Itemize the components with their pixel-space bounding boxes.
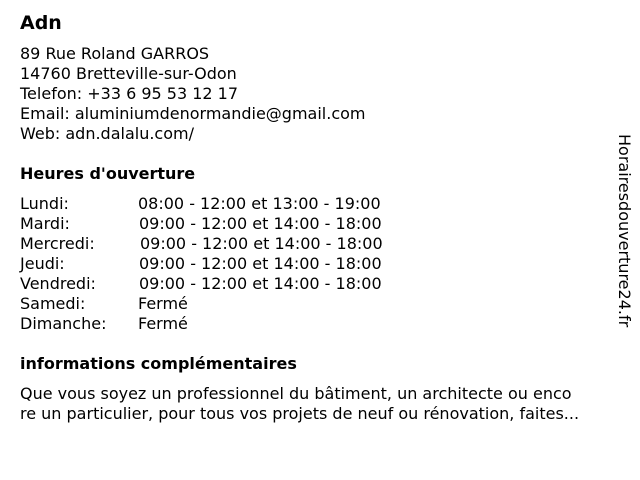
day-label: Dimanche: (20, 314, 107, 333)
email-address[interactable]: Email: aluminiumdenormandie@gmail.com (20, 104, 366, 123)
additional-info-heading: informations complémentaires (20, 354, 297, 373)
address-city: 14760 Bretteville-sur-Odon (20, 64, 237, 83)
hours-value: 09:00 - 12:00 et 14:00 - 18:00 (140, 234, 383, 253)
address-street: 89 Rue Roland GARROS (20, 44, 210, 63)
hours-value: 09:00 - 12:00 et 14:00 - 18:00 (139, 214, 382, 233)
hours-value: 09:00 - 12:00 et 14:00 - 18:00 (139, 274, 382, 293)
site-watermark: Horairesdouverture24.fr (615, 134, 634, 328)
day-label: Jeudi: (20, 254, 65, 273)
day-label: Mercredi: (20, 234, 95, 253)
day-label: Samedi: (20, 294, 86, 313)
info-line: Que vous soyez un professionnel du bâtiment, un architecte ou enco (20, 384, 572, 403)
additional-info-text (20, 384, 632, 424)
hours-value: 09:00 - 12:00 et 14:00 - 18:00 (139, 254, 382, 273)
info-line: re un particulier, pour tous vos projets de neuf ou rénovation, faites... (20, 404, 580, 423)
hours-value: Fermé (138, 314, 188, 333)
day-label: Vendredi: (20, 274, 96, 293)
phone-number[interactable]: Telefon: +33 6 95 53 12 17 (20, 84, 239, 103)
contact-block (20, 44, 366, 144)
website-link[interactable]: Web: adn.dalalu.com/ (20, 124, 194, 143)
hours-value: Fermé (138, 294, 188, 313)
business-name: Adn (20, 12, 62, 34)
opening-hours-heading: Heures d'ouverture (20, 164, 196, 183)
day-label: Lundi: (20, 194, 69, 213)
hours-value: 08:00 - 12:00 et 13:00 - 19:00 (138, 194, 381, 213)
day-label: Mardi: (20, 214, 70, 233)
